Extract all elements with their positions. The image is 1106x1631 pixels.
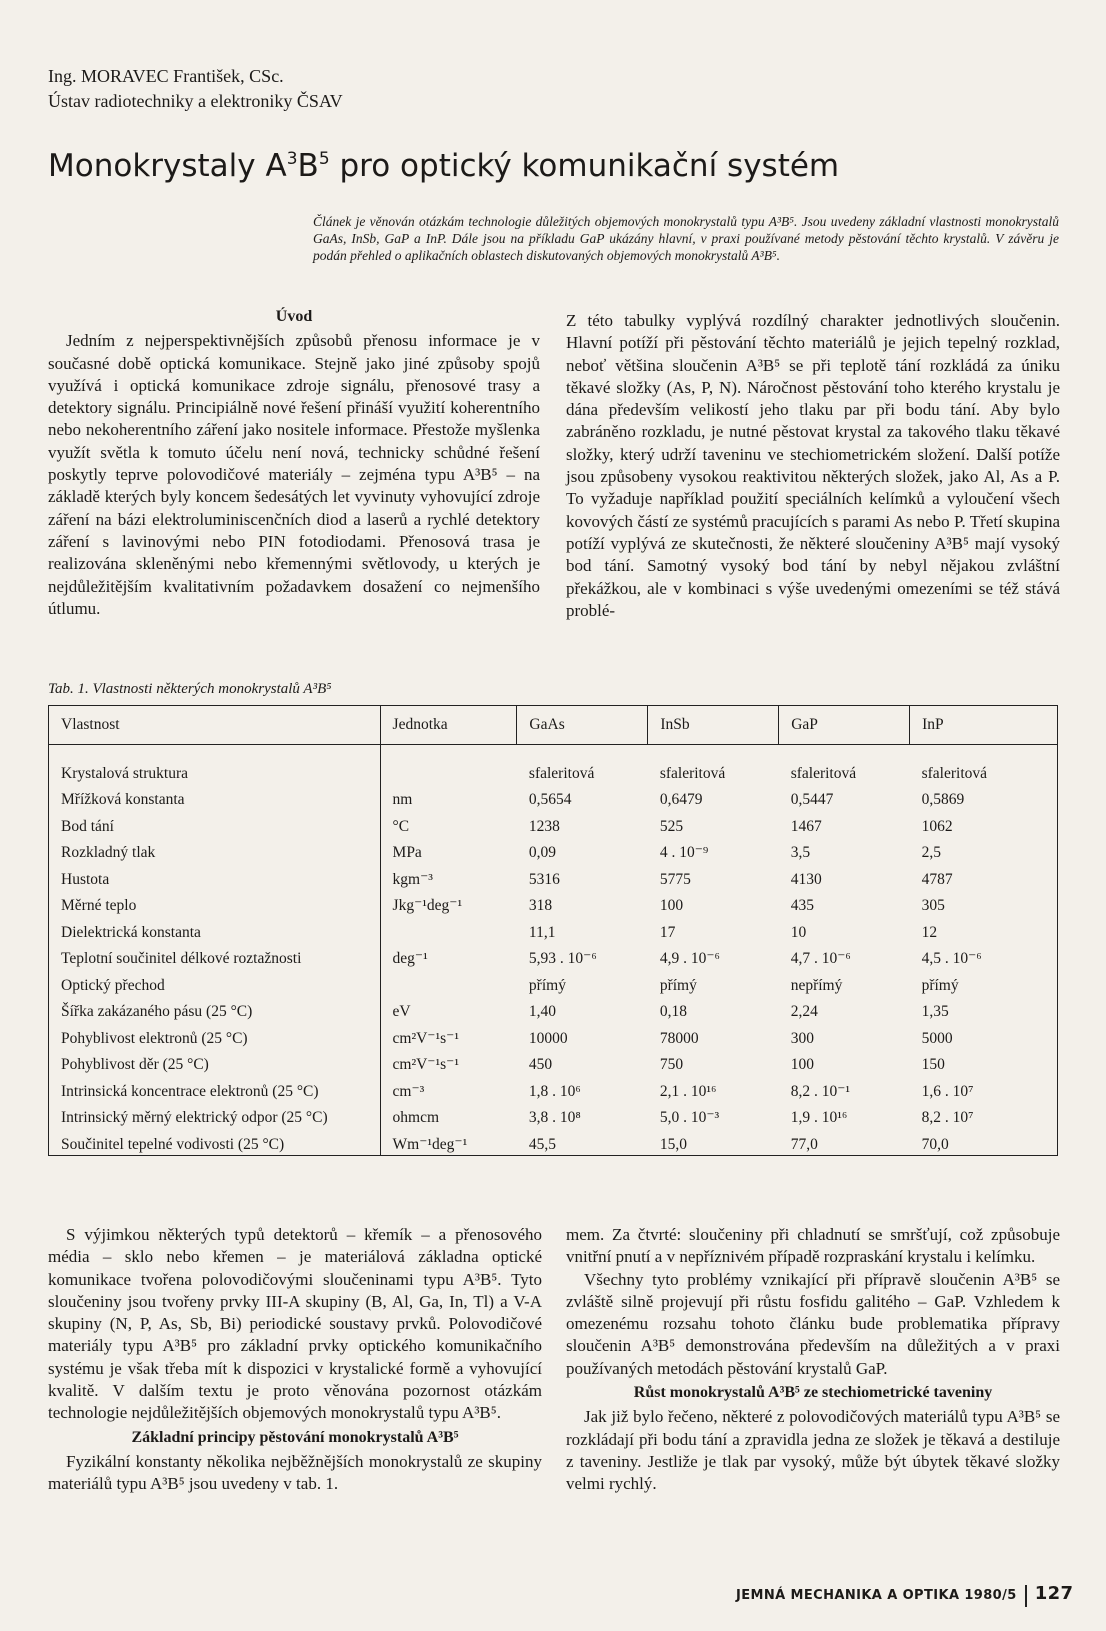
- table-cell: přímý: [659, 976, 697, 994]
- continuation-paragraph: mem. Za čtvrté: sloučeniny při chladnutí se smršťují, což způsobuje vnitřní pnutí a v nepříznivém případě rozpraskání krystalu i kelímku.: [566, 1225, 1060, 1267]
- table-cell: cm²V⁻¹s⁻¹: [380, 1049, 517, 1076]
- title-sup-5: 5: [318, 149, 330, 169]
- table-cell: °C: [380, 810, 517, 837]
- table-cell: Hustota: [61, 870, 110, 888]
- table-row: [49, 1128, 1058, 1155]
- table-caption: Tab. 1. Vlastnosti některých monokrystalů A³B⁵: [48, 681, 332, 697]
- table-row: [49, 1049, 1058, 1076]
- table-cell: 0,5447: [790, 791, 834, 808]
- table-cell: 0,09: [528, 844, 557, 861]
- table-cell: sfaleritová: [790, 764, 857, 782]
- table-row: [49, 1102, 1058, 1129]
- table-cell: 0,5869: [921, 791, 965, 808]
- table-cell: 3,5: [790, 844, 811, 861]
- table-cell: 100: [659, 897, 684, 914]
- header-gap: GaP: [779, 706, 910, 745]
- table-row: [49, 996, 1058, 1023]
- table-cell: 10000: [528, 1029, 568, 1047]
- table-cell: 318: [528, 897, 553, 914]
- table-cell: 77,0: [790, 1135, 818, 1153]
- table-cell: 2,5: [921, 844, 941, 861]
- table-cell: Rozkladný tlak: [61, 844, 156, 861]
- title-prefix: Monokrystaly A: [48, 148, 287, 184]
- constants-paragraph: Fyzikální konstanty několika nejběžnějších monokrystalů ze skupiny materiálů typu A³B⁵ jsou uvedeny v tab. 1.: [48, 1451, 542, 1494]
- intro-heading: Úvod: [275, 308, 313, 325]
- table-cell: 435: [790, 897, 814, 914]
- table-cell: 15,0: [659, 1135, 687, 1153]
- table-cell: Dielektrická konstanta: [61, 923, 201, 941]
- table-spacer-row: [49, 745, 1058, 758]
- table-cell: 1467: [790, 817, 822, 835]
- table-cell: 5,93 . 10⁻⁶: [528, 950, 597, 967]
- table-cell: 0,18: [659, 1003, 687, 1020]
- table-cell: nm: [380, 784, 517, 811]
- table-cell: 305: [921, 897, 945, 914]
- table-cell: 750: [659, 1056, 684, 1073]
- table-cell: Měrné teplo: [61, 897, 137, 914]
- table-cell: 1,6 . 10⁷: [921, 1082, 974, 1100]
- page-footer: [736, 1583, 1073, 1607]
- article-title: [48, 148, 839, 184]
- table-cell: 1,8 . 10⁶: [528, 1082, 581, 1100]
- table-cell: 1,9 . 10¹⁶: [790, 1109, 848, 1126]
- table-cell: 45,5: [528, 1135, 557, 1153]
- table-cell: přímý: [921, 976, 959, 994]
- table-cell: 10: [790, 923, 807, 941]
- table-cell: 100: [790, 1056, 814, 1073]
- table-cell: eV: [380, 996, 517, 1023]
- title-suffix: pro optický komunikační systém: [329, 148, 840, 184]
- principles-heading: Základní principy pěstování monokrystalů A³B⁵: [131, 1428, 459, 1446]
- table-cell: 0,6479: [659, 791, 703, 808]
- table-cell: Mřížková konstanta: [61, 791, 185, 808]
- header-inp: InP: [910, 706, 1058, 745]
- abstract: Článek je věnován otázkám technologie důležitých objemových monokrystalů typu A³B⁵. Jsou uvedeny základní vlastnosti monokrystalů GaAs, InSb, GaP a InP. Dále jsou na příkladu GaP ukázány hlavní, v praxi používané metody pěstování těchto krystalů. V závěru je podán přehled o aplikačních oblastech diskutovaných objemových monokrystalů A³B⁵.: [313, 214, 1059, 263]
- table-cell: Wm⁻¹deg⁻¹: [380, 1128, 517, 1155]
- table-cell: Součinitel tepelné vodivosti (25 °C): [61, 1135, 285, 1153]
- table-cell: 12: [921, 923, 938, 941]
- table-cell: 2,1 . 10¹⁶: [659, 1082, 717, 1100]
- journal-name: JEMNÁ MECHANIKA A OPTIKA 1980/5: [736, 1588, 1017, 1603]
- table-cell: 5000: [921, 1029, 953, 1047]
- table-cell: Optický přechod: [61, 976, 165, 994]
- table-cell: 4,9 . 10⁻⁶: [659, 950, 720, 967]
- table-row: [49, 890, 1058, 917]
- title-sup-3: 3: [286, 149, 298, 169]
- table-cell: Pohyblivost děr (25 °C): [61, 1056, 209, 1073]
- table-row: [49, 916, 1058, 943]
- intro-paragraph: Jedním z nejperspektivnějších způsobů přenosu informace je v současné době optická komunikace. Stejně jako jiné způsoby spojů využívá i optická komunikace zdroje signálu, přenosové trasy a detektory signálu. Principiálně nové řešení přináší využití koherentního nebo nekoherentního záření jako nositele informace. Přestože myšlenka využít světla k tomuto účelu není nová, technicky schůdné řešení poskytly teprve polovodičové materiály – zejména typu A³B⁵ – na základě kterých byly koncem šedesátých let vyvinuty vyhovující zdroje záření na bázi elektroluminiscenčních diod a laserů a rychlé detektory záření s lavinovými nebo PIN fotodiodami. Přenosová trasa je realizována skleněnými nebo křemennými světlovody, u kterých je nejdůležitějším kvalitativním požadavkem dosažení co nejmenšího útlumu.: [48, 331, 540, 618]
- table-cell: 1,40: [528, 1003, 557, 1020]
- table-cell: 2,24: [790, 1003, 818, 1020]
- table-cell: Krystalová struktura: [61, 764, 188, 782]
- table-cell: Intrinsický měrný elektrický odpor (25 °C): [61, 1109, 328, 1126]
- table-cell: 1,35: [921, 1003, 949, 1020]
- right-column-top: [566, 310, 1060, 622]
- header-insb: InSb: [648, 706, 779, 745]
- table-cell: 11,1: [528, 923, 556, 941]
- table-cell: MPa: [380, 837, 517, 864]
- table-cell: ohmcm: [380, 1102, 517, 1129]
- table-cell: 450: [528, 1056, 553, 1073]
- table-cell: Pohyblivost elektronů (25 °C): [61, 1029, 248, 1047]
- author-name: Ing. MORAVEC František, CSc.: [48, 66, 284, 86]
- table-cell: sfaleritová: [528, 764, 595, 782]
- table-cell: 4 . 10⁻⁹: [659, 844, 709, 861]
- table-body: [49, 745, 1058, 1156]
- page-number: 127: [1034, 1583, 1074, 1604]
- right-column-bottom: [566, 1224, 1060, 1496]
- table-cell: Intrinsická koncentrace elektronů (25 °C): [61, 1082, 319, 1100]
- table-cell: přímý: [528, 976, 566, 994]
- table-cell: [380, 916, 517, 943]
- header-property: Vlastnost: [49, 706, 381, 745]
- table-cell: 3,8 . 10⁸: [528, 1109, 581, 1126]
- table-cell: 70,0: [921, 1135, 949, 1153]
- table-cell: 4,7 . 10⁻⁶: [790, 950, 851, 967]
- table-cell: 5,0 . 10⁻³: [659, 1109, 720, 1126]
- table-cell: 17: [659, 923, 676, 941]
- table-cell: sfaleritová: [921, 764, 988, 782]
- table-row: [49, 837, 1058, 864]
- table-row: [49, 943, 1058, 970]
- left-column-bottom: [48, 1224, 542, 1496]
- table-cell: kgm⁻³: [380, 863, 517, 890]
- table-row: [49, 863, 1058, 890]
- properties-table: [48, 705, 1058, 1156]
- table-cell: cm²V⁻¹s⁻¹: [380, 1022, 517, 1049]
- table-cell: 5316: [528, 870, 560, 888]
- materials-paragraph: S výjimkou některých typů detektorů – křemík – a přenosového média – sklo nebo křemen – je materiálová základna optické komunikace tvořena polovodičovými sloučeninami typu A³B⁵. Tyto sloučeniny jsou tvořeny prvky III-A skupiny (B, Al, Ga, In, Tl) a V-A skupiny (N, P, As, Sb, Bi) periodické soustavy prvků. Polovodičové materiály typu A³B⁵ pro základní prvky optického komunikačního systému je však třeba mít k dispozici v krystalické formě a vyhovující kvalitě. V dalším textu je proto věnována pozornost otázkám technologie nejdůležitějších objemových monokrystalů typu A³B⁵.: [48, 1225, 542, 1423]
- table-cell: Jkg⁻¹deg⁻¹: [380, 890, 517, 917]
- table-row: [49, 784, 1058, 811]
- table-row: [49, 757, 1058, 784]
- table-cell: [380, 757, 517, 784]
- table-cell: 300: [790, 1029, 814, 1047]
- table-cell: 4,5 . 10⁻⁶: [921, 950, 982, 967]
- table-cell: 150: [921, 1056, 945, 1073]
- table-cell: [380, 969, 517, 996]
- table-cell: 8,2 . 10⁷: [921, 1109, 974, 1126]
- table-cell: deg⁻¹: [380, 943, 517, 970]
- table-cell: 4787: [921, 870, 953, 888]
- table-cell: 4130: [790, 870, 822, 888]
- growth-paragraph: Jak již bylo řečeno, některé z polovodičových materiálů typu A³B⁵ se rozkládají při bodu tání a zpravidla jedna ze složek je těkavá a destiluje z taveniny. Jestliže je tlak par vysoký, může být úbytek těkavé složky velmi rychlý.: [566, 1407, 1060, 1494]
- table-row: [49, 810, 1058, 837]
- table-cell: 1238: [528, 817, 560, 835]
- table-row: [49, 1022, 1058, 1049]
- table-cell: 78000: [659, 1029, 699, 1047]
- table-cell: Šířka zakázaného pásu (25 °C): [61, 1003, 253, 1020]
- table-cell: 5775: [659, 870, 691, 888]
- intro-column: [48, 306, 540, 620]
- table-header-row: [49, 706, 1058, 745]
- table-cell: sfaleritová: [659, 764, 726, 782]
- author-institute: Ústav radiotechniky a elektroniky ČSAV: [48, 91, 343, 111]
- table-cell: Teplotní součinitel délkové roztažnosti: [61, 950, 302, 967]
- title-mid: B: [297, 148, 319, 184]
- problems-paragraph: Všechny tyto problémy vznikající při přípravě sloučenin A³B⁵ se zvláště silně projevují při růstu fosfidu galitého – GaP. Vzhledem k omezenému rozsahu tohoto článku bude problematika přípravy sloučenin A³B⁵ demonstrována především na důležitých a v praxi používaných metodách pěstování krystalů GaP.: [566, 1269, 1060, 1378]
- table-cell: nepřímý: [790, 976, 843, 994]
- growth-heading: Růst monokrystalů A³B⁵ ze stechiometrické taveniny: [633, 1384, 993, 1402]
- table-cell: 8,2 . 10⁻¹: [790, 1082, 851, 1100]
- table-discussion-paragraph: Z této tabulky vyplývá rozdílný charakter jednotlivých sloučenin. Hlavní potíží při pěstování těchto materiálů je jejich tepelný rozklad, neboť většina sloučenin A³B⁵ se při teplotě tání rozkládá za úniku těkavé složky (As, P, N). Náročnost pěstování toho kterého krystalu je dána především velikostí jeho tlaku par při bodu tání. Aby bylo zabráněno rozkladu, je nutné pěstovat krystal za takového tlaku těkavé složky, který udrží taveninu ve stechiometrickém složení. Další potíže jsou způsobeny vysokou reaktivitou některých složek, jako Al, As a P. To vyžaduje například použití speciálních kelímků a vyloučení všech kovových částí ze systémů pracujících s parami As nebo P. Třetí skupina potíží vyplývá ze skutečnosti, že některé sloučeniny A³B⁵ mají vysoký bod tání. Samotný vysoký bod tání by nebyl nějakou zvláštní překážkou, ale v kombinaci s výše uvedenými omezeními se též stává problé-: [566, 311, 1060, 620]
- footer-divider: [1025, 1585, 1027, 1607]
- author-block: [48, 64, 343, 114]
- table-cell: 525: [659, 817, 684, 835]
- table-row: [49, 969, 1058, 996]
- header-unit: Jednotka: [380, 706, 517, 745]
- table-cell: cm⁻³: [380, 1075, 517, 1102]
- table-cell: Bod tání: [61, 817, 114, 835]
- header-gaas: GaAs: [517, 706, 648, 745]
- table-row: [49, 1075, 1058, 1102]
- table-cell: 1062: [921, 817, 953, 835]
- table-cell: 0,5654: [528, 791, 572, 808]
